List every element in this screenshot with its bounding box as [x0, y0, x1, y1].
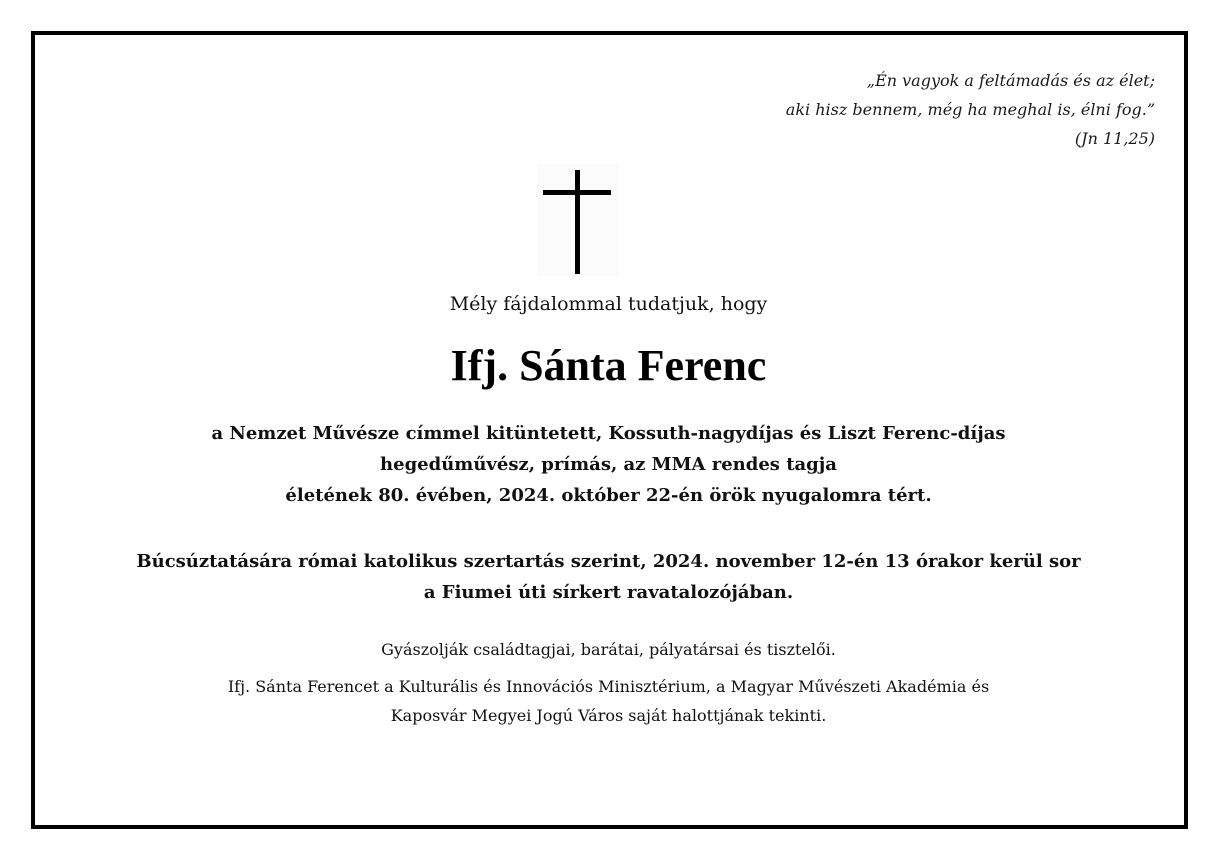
deceased-name: Ifj. Sánta Ferenc: [450, 341, 767, 390]
funeral-line-1: Búcsúztatására római katolikus szertartás szerint, 2024. november 12-én 13 órakor kerül sor: [136, 551, 1081, 572]
official-note-line-2: Kaposvár Megyei Jogú Város saját halottjának tekinti.: [390, 706, 827, 725]
cross-horizontal-beam: [543, 190, 611, 195]
mourners-text: Gyászolják családtagjai, barátai, pályatársai és tisztelői.: [381, 640, 836, 659]
cross-vertical-beam: [575, 170, 580, 274]
bible-quote: [786, 66, 1155, 153]
official-note-line-1: Ifj. Sánta Ferencet a Kulturális és Innovációs Minisztérium, a Magyar Művészeti Akadémia és: [227, 677, 990, 696]
quote-line-1: „Én vagyok a feltámadás és az élet;: [866, 71, 1155, 90]
intro-text: Mély fájdalommal tudatjuk, hogy: [449, 293, 768, 315]
description-line-2: hegedűművész, prímás, az MMA rendes tagja: [380, 454, 837, 475]
cross-icon: [537, 164, 619, 276]
official-note: [0, 672, 1217, 730]
quote-line-2: aki hisz bennem, még ha meghal is, élni fog.”: [785, 100, 1155, 119]
quote-reference: (Jn 11,25): [1074, 129, 1155, 148]
description-block: [0, 418, 1217, 511]
funeral-details: [0, 546, 1217, 608]
description-line-1: a Nemzet Művésze címmel kitüntetett, Kossuth-nagydíjas és Liszt Ferenc-díjas: [211, 423, 1006, 444]
funeral-line-2: a Fiumei úti sírkert ravatalozójában.: [423, 582, 794, 603]
description-line-3: életének 80. évében, 2024. október 22-én örök nyugalomra tért.: [285, 485, 932, 506]
